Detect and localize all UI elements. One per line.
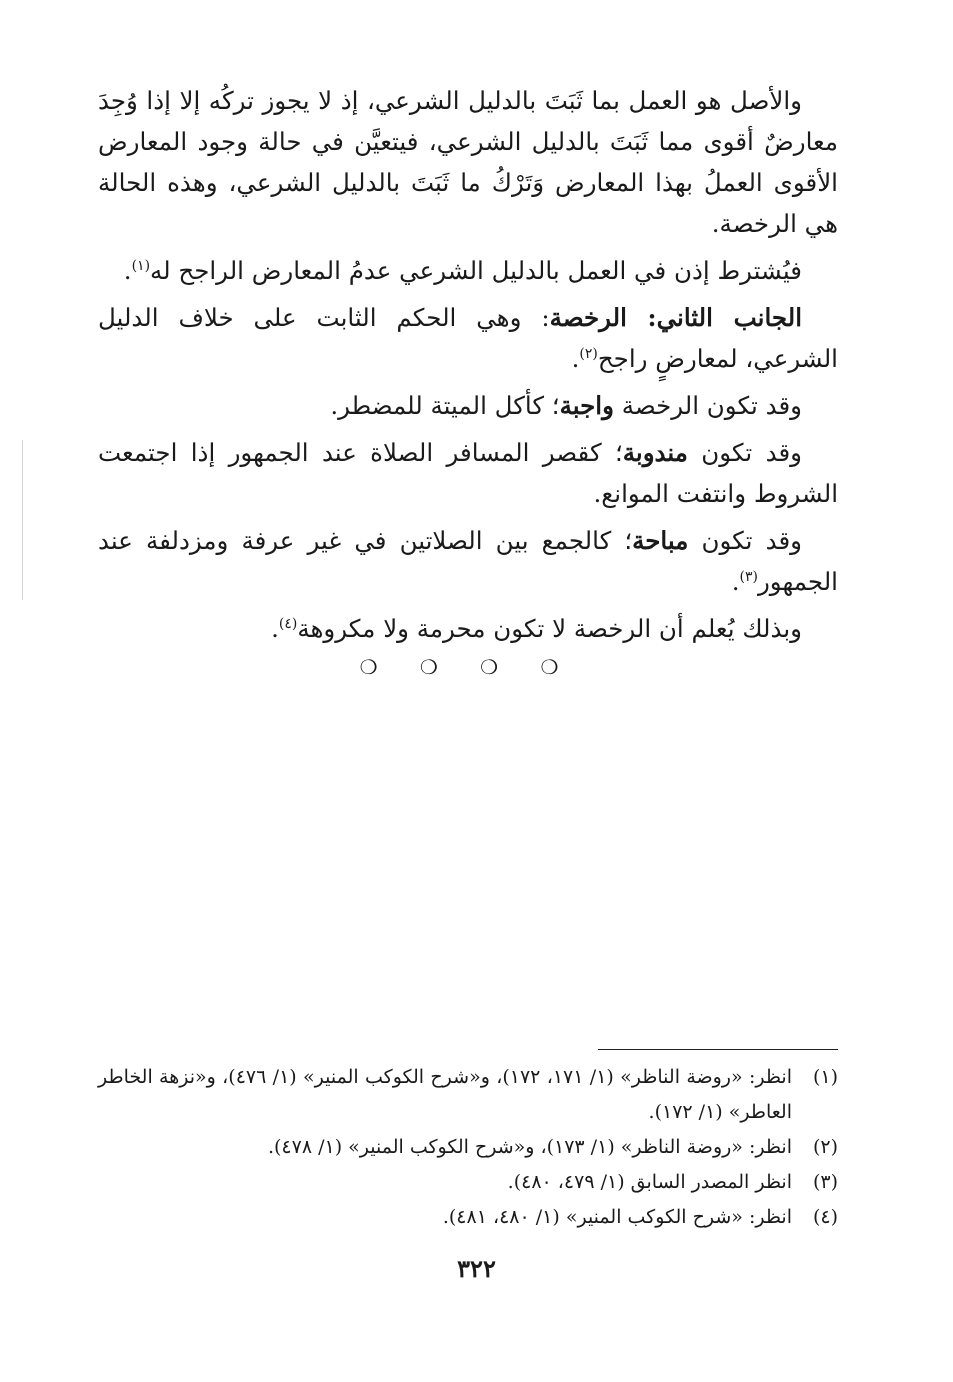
term-mubaha: مباحة bbox=[632, 526, 689, 555]
section-heading: الجانب الثاني: الرخصة bbox=[549, 303, 803, 332]
footnote-number: (١) bbox=[812, 1066, 838, 1088]
footnote-ref-4[interactable]: (٤) bbox=[278, 615, 298, 632]
main-text bbox=[98, 80, 838, 679]
paragraph-1: والأصل هو العمل بما ثَبَتَ بالدليل الشرعي، إذ لا يجوز تركُه إلا إذا وُجِدَ معارضٌ أقوى مما ثَبَتَ بالدليل الشرعي، فيتعيَّن في حالة وجود المعارض الأقوى العملُ بهذا المعارض وَتَرْكُ ما ثَبَتَ بالدليل الشرعي، وهذه الحالة هي الرخصة. bbox=[98, 86, 838, 238]
paragraph-4: وقد تكون الرخصة واجبة؛ كأكل الميتة للمضطر. bbox=[330, 391, 802, 420]
footnote-2: (٢) انظر: «روضة الناظر» (١/ ١٧٣)، و«شرح الكوكب المنير» (١/ ٤٧٨). bbox=[98, 1130, 838, 1165]
section-end-ornament: ❍ ❍ ❍ ❍ bbox=[359, 655, 577, 679]
page-number: ٣٢٢ bbox=[457, 1254, 496, 1283]
footnote-4: (٤) انظر: «شرح الكوكب المنير» (١/ ٤٨٠، ٤٨١). bbox=[98, 1200, 838, 1235]
term-mandouba: مندوبة bbox=[622, 438, 688, 467]
term-wajiba: واجبة bbox=[559, 391, 614, 420]
paragraph-3: الجانب الثاني: الرخصة: وهي الحكم الثابت على خلاف الدليل الشرعي، لمعارضٍ راجح$^{(٢)}$. bbox=[98, 303, 838, 373]
paragraph-7: وبذلك يُعلم أن الرخصة لا تكون محرمة ولا مكروهة$^{(٤)}$. bbox=[271, 614, 802, 643]
paragraph-6: وقد تكون مباحة؛ كالجمع بين الصلاتين في غير عرفة ومزدلفة عند الجمهور$^{(٣)}$. bbox=[98, 526, 838, 596]
footnote-number: (٤) bbox=[812, 1206, 838, 1228]
scan-edge-line bbox=[22, 440, 23, 600]
paragraph-2: فيُشترط إذن في العمل بالدليل الشرعي عدمُ المعارض الراجح له$^{(١)}$. bbox=[123, 256, 802, 285]
footnote-ref-3[interactable]: (٣) bbox=[739, 568, 758, 585]
footnote-number: (٢) bbox=[812, 1136, 838, 1158]
paragraph-5: وقد تكون مندوبة؛ كقصر المسافر الصلاة عند الجمهور إذا اجتمعت الشروط وانتفت الموانع. bbox=[98, 438, 838, 508]
footnote-1: (١) انظر: «روضة الناظر» (١/ ١٧١، ١٧٢)، و«شرح الكوكب المنير» (١/ ٤٧٦)، و«نزهة الخاطر العاطر» (١/ ١٧٢). bbox=[98, 1060, 838, 1130]
footnote-divider bbox=[598, 1049, 838, 1050]
footnotes bbox=[98, 1060, 838, 1235]
footnote-ref-2[interactable]: (٢) bbox=[579, 345, 598, 362]
footnote-3: (٣) انظر المصدر السابق (١/ ٤٧٩، ٤٨٠). bbox=[98, 1165, 838, 1200]
footnote-number: (٣) bbox=[812, 1171, 838, 1193]
footnote-ref-1[interactable]: (١) bbox=[131, 257, 151, 274]
